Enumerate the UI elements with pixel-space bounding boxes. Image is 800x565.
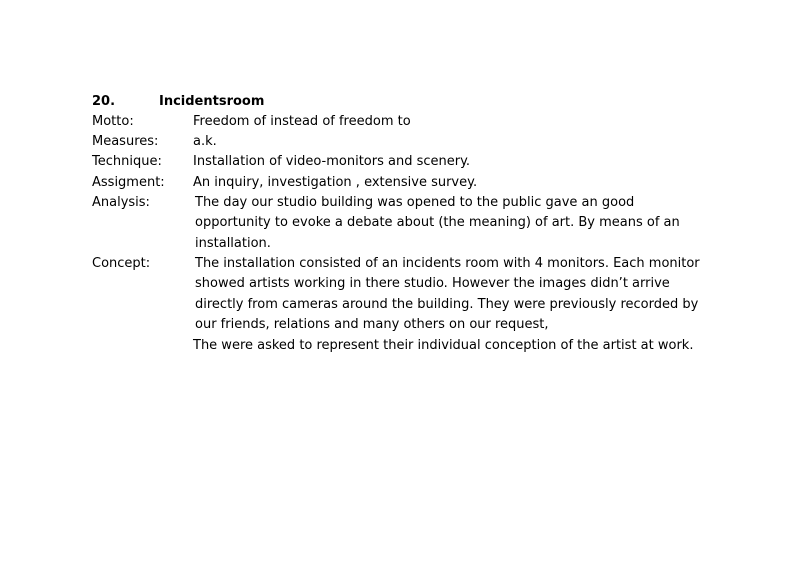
technique-value: Installation of video-monitors and scenery. bbox=[193, 154, 471, 169]
analysis-line: opportunity to evoke a debate about (the meaning) of art. By means of an bbox=[195, 215, 680, 231]
concept-trailing-line: The were asked to represent their individual conception of the artist at work. bbox=[193, 338, 694, 353]
concept-line: showed artists working in there studio. However the images didn’t arrive bbox=[195, 276, 670, 292]
assignment-value: An inquiry, investigation , extensive survey. bbox=[193, 175, 478, 190]
entry-heading bbox=[92, 93, 264, 111]
entry-number: 20. bbox=[92, 94, 116, 109]
motto-value: Freedom of instead of freedom to bbox=[193, 114, 411, 129]
measures-value: a.k. bbox=[193, 134, 217, 149]
assignment-label: Assigment: bbox=[92, 175, 165, 190]
concept-line: The installation consisted of an incidents room with 4 monitors. Each monitor bbox=[195, 256, 700, 271]
concept-line: our friends, relations and many others on our request, bbox=[195, 316, 549, 332]
measures-label: Measures: bbox=[92, 134, 159, 149]
technique-label: Technique: bbox=[92, 154, 162, 169]
motto-label: Motto: bbox=[92, 114, 134, 129]
concept-line: directly from cameras around the building. They were previously recorded by bbox=[195, 296, 699, 312]
analysis-text bbox=[195, 193, 680, 254]
entry-title: Incidentsroom bbox=[159, 94, 265, 109]
analysis-line: The day our studio building was opened to the public gave an good bbox=[195, 195, 635, 210]
concept-text bbox=[195, 254, 700, 335]
analysis-label: Analysis: bbox=[92, 195, 150, 210]
analysis-line: installation. bbox=[195, 235, 271, 251]
concept-label: Concept: bbox=[92, 256, 151, 271]
